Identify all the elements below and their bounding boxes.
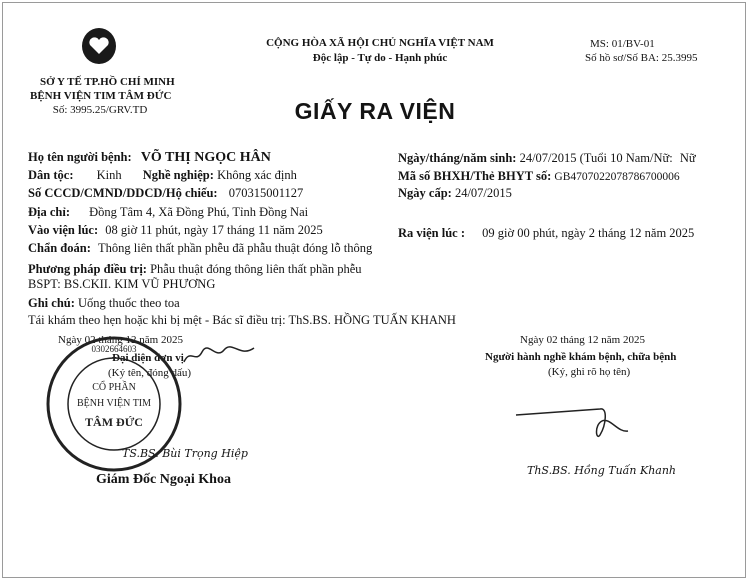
ethnic-value: Kinh: [96, 168, 122, 182]
stamp-mid: CỔ PHẦN: [92, 382, 136, 393]
ethnic-label: Dân tộc:: [28, 168, 74, 182]
issue-row: [398, 186, 512, 201]
right-sign-role-note: (Ký, ghi rõ họ tên): [548, 366, 631, 378]
discharge-value: 09 giờ 00 phút, ngày 2 tháng 12 năm 2025: [482, 226, 695, 240]
diagnosis-row: [28, 241, 372, 256]
sex-value: Nữ: [679, 151, 696, 165]
right-signature-icon: [510, 395, 650, 445]
insurance-value: GB4707022078786700006: [554, 171, 680, 183]
address-row: [28, 205, 308, 220]
left-sign-role-note: (Ký tên, đóng dấu): [108, 367, 192, 379]
hospital-name: BỆNH VIỆN TIM TÂM ĐỨC: [30, 90, 172, 102]
id-label: Số CCCD/CMND/DDCD/Hộ chiếu:: [28, 186, 218, 200]
admit-row: [28, 223, 323, 238]
patient-name: VÕ THỊ NGỌC HÂN: [140, 150, 271, 165]
followup-line: Tái khám theo hẹn hoặc khi bị mệt - Bác sĩ điều trị: ThS.BS. HỒNG TUẤN KHANH: [28, 313, 456, 327]
left-sign-date: Ngày 02 tháng 12 năm 2025: [58, 334, 183, 346]
right-sign-date: Ngày 02 tháng 12 năm 2025: [520, 334, 645, 346]
admit-value: 08 giờ 11 phút, ngày 17 tháng 11 năm 2025: [105, 223, 323, 237]
discharge-row: [398, 226, 694, 241]
stamp-code: 0302664603: [91, 344, 137, 354]
dob-row: [398, 151, 696, 166]
patient-name-label: Họ tên người bệnh:: [28, 150, 132, 164]
issue-label: Ngày cấp:: [398, 186, 452, 200]
left-signature-icon: [180, 340, 260, 370]
discharge-label: Ra viện lúc :: [398, 226, 466, 240]
record-number: Số hồ sơ/Số BA: 25.3995: [585, 52, 698, 64]
ethnic-row: [28, 168, 297, 183]
form-code: MS: 01/BV-01: [590, 38, 655, 50]
patient-name-row: [28, 150, 271, 166]
insurance-label: Mã số BHXH/Thẻ BHYT số:: [398, 169, 552, 183]
job-label: Nghề nghiệp:: [142, 168, 214, 182]
method-value: Phẫu thuật đóng thông liên thất phần phễu: [150, 262, 362, 276]
dob-label: Ngày/tháng/năm sinh:: [398, 151, 517, 165]
document-number: Số: 3995.25/GRV.TD: [52, 104, 148, 116]
method-row: [28, 262, 362, 277]
address-label: Địa chỉ:: [28, 205, 71, 219]
left-signer-position: Giám Đốc Ngoại Khoa: [96, 472, 231, 487]
id-value: 070315001127: [228, 186, 304, 200]
page-title: GIẤY RA VIỆN: [294, 98, 456, 124]
heart-logo-icon: [82, 28, 116, 64]
method-label: Phương pháp điều trị:: [28, 262, 147, 276]
left-sign-role: Đại diện đơn vị: [112, 352, 184, 364]
address-value: Đồng Tâm 4, Xã Đồng Phú, Tỉnh Đồng Nai: [89, 205, 309, 219]
diagnosis-value: Thông liên thất phần phễu đã phẫu thuật đóng lỗ thông: [98, 241, 373, 255]
motto: Độc lập - Tự do - Hạnh phúc: [312, 52, 448, 64]
note-label: Ghi chú:: [28, 296, 75, 310]
note-value: Uống thuốc theo toa: [78, 296, 180, 310]
dob-value: 24/07/2015 (Tuổi 10 Nam/Nữ:: [519, 151, 673, 165]
right-sign-role: Người hành nghề khám bệnh, chữa bệnh: [485, 351, 677, 363]
left-signer-name: TS.BS. Bùi Trọng Hiệp: [122, 447, 248, 460]
diagnosis-label: Chẩn đoán:: [28, 241, 91, 255]
admit-label: Vào viện lúc:: [28, 223, 99, 237]
republic-title: CỘNG HÒA XÃ HỘI CHỦ NGHĨA VIỆT NAM: [266, 37, 494, 49]
stamp-top: BỆNH VIỆN TIM: [76, 398, 152, 409]
issue-value: 24/07/2015: [454, 186, 512, 200]
right-signer-name: ThS.BS. Hồng Tuấn Khanh: [527, 464, 676, 477]
note-row: [28, 296, 180, 311]
stamp-bottom: TÂM ĐỨC: [85, 415, 143, 429]
job-value: Không xác định: [217, 168, 297, 182]
surgeon-line: BSPT: BS.CKII. KIM VŨ PHƯƠNG: [28, 277, 216, 291]
dept-name: SỞ Y TẾ TP.HỒ CHÍ MINH: [40, 76, 175, 88]
id-row: [28, 186, 303, 201]
insurance-row: [398, 169, 680, 184]
